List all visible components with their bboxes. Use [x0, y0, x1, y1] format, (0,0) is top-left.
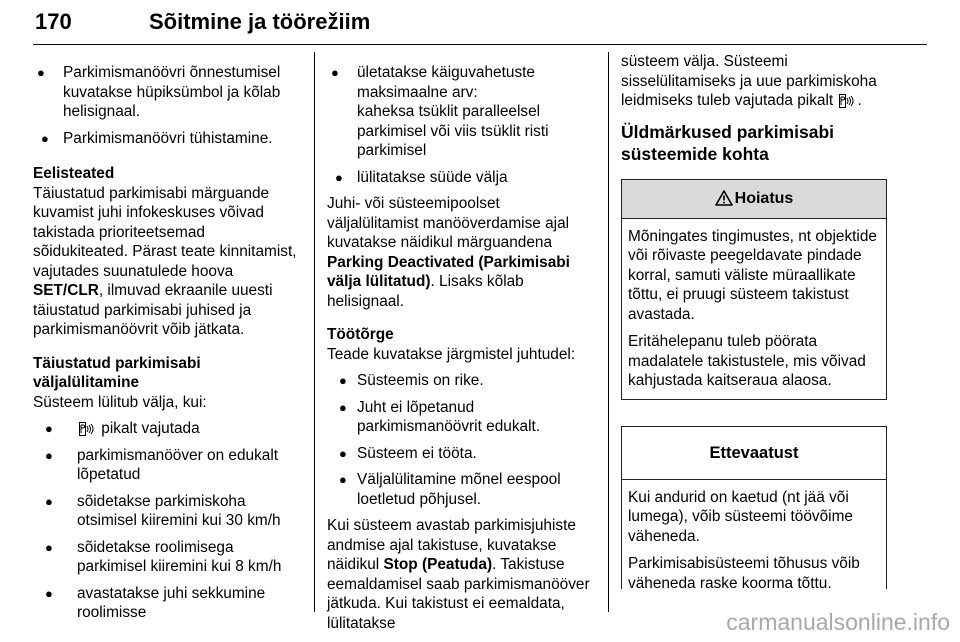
header-divider	[33, 44, 927, 45]
obstacle-text: Kui süsteem avastab parkimisjuhiste andmise ajal takistuse, kuvatakse näidikul Stop (Peatuda). Takistuse eemaldamisel saab parkimismanööver jätkuda. Kui takistust ei eemaldata, lülitatakse	[327, 517, 590, 632]
fault-heading: Töötõrge	[327, 326, 394, 343]
warning-title: Hoiatus	[622, 180, 886, 219]
parking-assist-icon	[839, 94, 855, 108]
caution-text-2: Parkimisabisüsteemi tõhusus võib väheneda raske koorma tõttu.	[628, 555, 860, 592]
list-item: ● sõidetakse roolimisega parkimisel kiiremini kui 8 km/h	[45, 538, 282, 575]
column-divider-1	[314, 52, 315, 612]
list-item: ● Süsteem ei tööta.	[339, 444, 477, 462]
list-item: ● Parkimismanöövri õnnestumisel kuvatakse hüpiksümbol ja kõlab helisignaal.	[37, 64, 281, 120]
list-item: ● sõidetakse parkimiskoha otsimisel kiiremini kui 30 km/h	[45, 492, 281, 529]
general-notes-heading: Üldmärkused parkimisabi süsteemide kohta	[621, 121, 834, 164]
list-item: ● pikalt vajutada	[45, 420, 200, 437]
column-divider-2	[608, 52, 609, 612]
set-clr-key: SET/CLR	[33, 282, 99, 299]
page-number: 170	[35, 9, 72, 34]
parking-assist-icon	[79, 422, 95, 436]
priority-heading: Eelisteated	[33, 165, 115, 182]
list-item: ● Parkimismanöövri tühistamine.	[41, 129, 273, 147]
continuation-text: süsteem välja. Süsteemi sisselülitamiseks ja uue parkimiskoha leidmiseks tuleb vajutada pikalt .	[621, 53, 877, 109]
fault-intro: Teade kuvatakse järgmistel juhtudel:	[327, 345, 576, 363]
list-item: ● lülitatakse süüde välja	[335, 168, 508, 186]
list-item: ● Väljalülitamine mõnel eespool loetletud põhjusel.	[339, 471, 561, 508]
column-2	[327, 52, 595, 633]
deactivation-intro: Süsteem lülitub välja, kui:	[33, 393, 207, 411]
list-item: ● avastatakse juhi sekkumine roolimisse	[45, 584, 266, 621]
caution-text-1: Kui andurid on kaetud (nt jää või lumega), võib süsteemi töövõime väheneda.	[628, 488, 853, 545]
list-item: ● Süsteemis on rike.	[339, 372, 484, 389]
chapter-title: Sõitmine ja töörežiim	[149, 9, 371, 34]
deactivation-heading: Täiustatud parkimisabi väljalülitamine	[33, 354, 201, 391]
list-item: ● parkimismanööver on edukalt lõpetatud	[45, 446, 279, 483]
warning-text-1: Mõningates tingimustes, nt objektide või rõivaste peegeldavate pindade korral, samuti väliste müraallikate tõttu, ei pruugi süsteem takistust avastada.	[628, 227, 877, 323]
priority-text: Täiustatud parkimisabi märguande kuvamist juhi infokeskuses võivad takistada prioriteetsemad sõidukiteated. Pärast teate kinnitamist, vajutades suunatulede hoova SET/CLR, ilmuvad ekraanile uuesti täiustatud parkimisabi juhised ja parkimismanöövrit võib jätkata.	[33, 184, 297, 338]
warning-triangle-icon	[715, 190, 733, 206]
list-item: ● Juht ei lõpetanud parkimismanöövrit edukalt.	[339, 398, 541, 435]
caution-title: Ettevaatust	[622, 427, 886, 480]
warning-text-2: Eritähelepanu tuleb pöörata madalatele takistustele, mis võivad kahjustada kaitseraua alaosa.	[628, 333, 866, 389]
column-1	[33, 52, 303, 630]
list-item: ● ületatakse käiguvahetuste maksimaalne arv: kaheksa tsüklit paralleelsel parkimisel või viis tsüklit risti parkimisel	[331, 64, 549, 159]
column-3	[621, 52, 887, 592]
warning-box	[621, 179, 887, 400]
watermark: carmanualsonline.info	[726, 609, 950, 635]
page-header	[33, 4, 927, 44]
caution-box	[621, 426, 887, 592]
deactivation-message-text: Juhi- või süsteemipoolset väljalülitamist manööverdamise ajal kuvatakse näidikul märguandena Parking Deactivated (Parkimisabi välja lülitatud). Lisaks kõlab helisignaal.	[327, 195, 570, 310]
